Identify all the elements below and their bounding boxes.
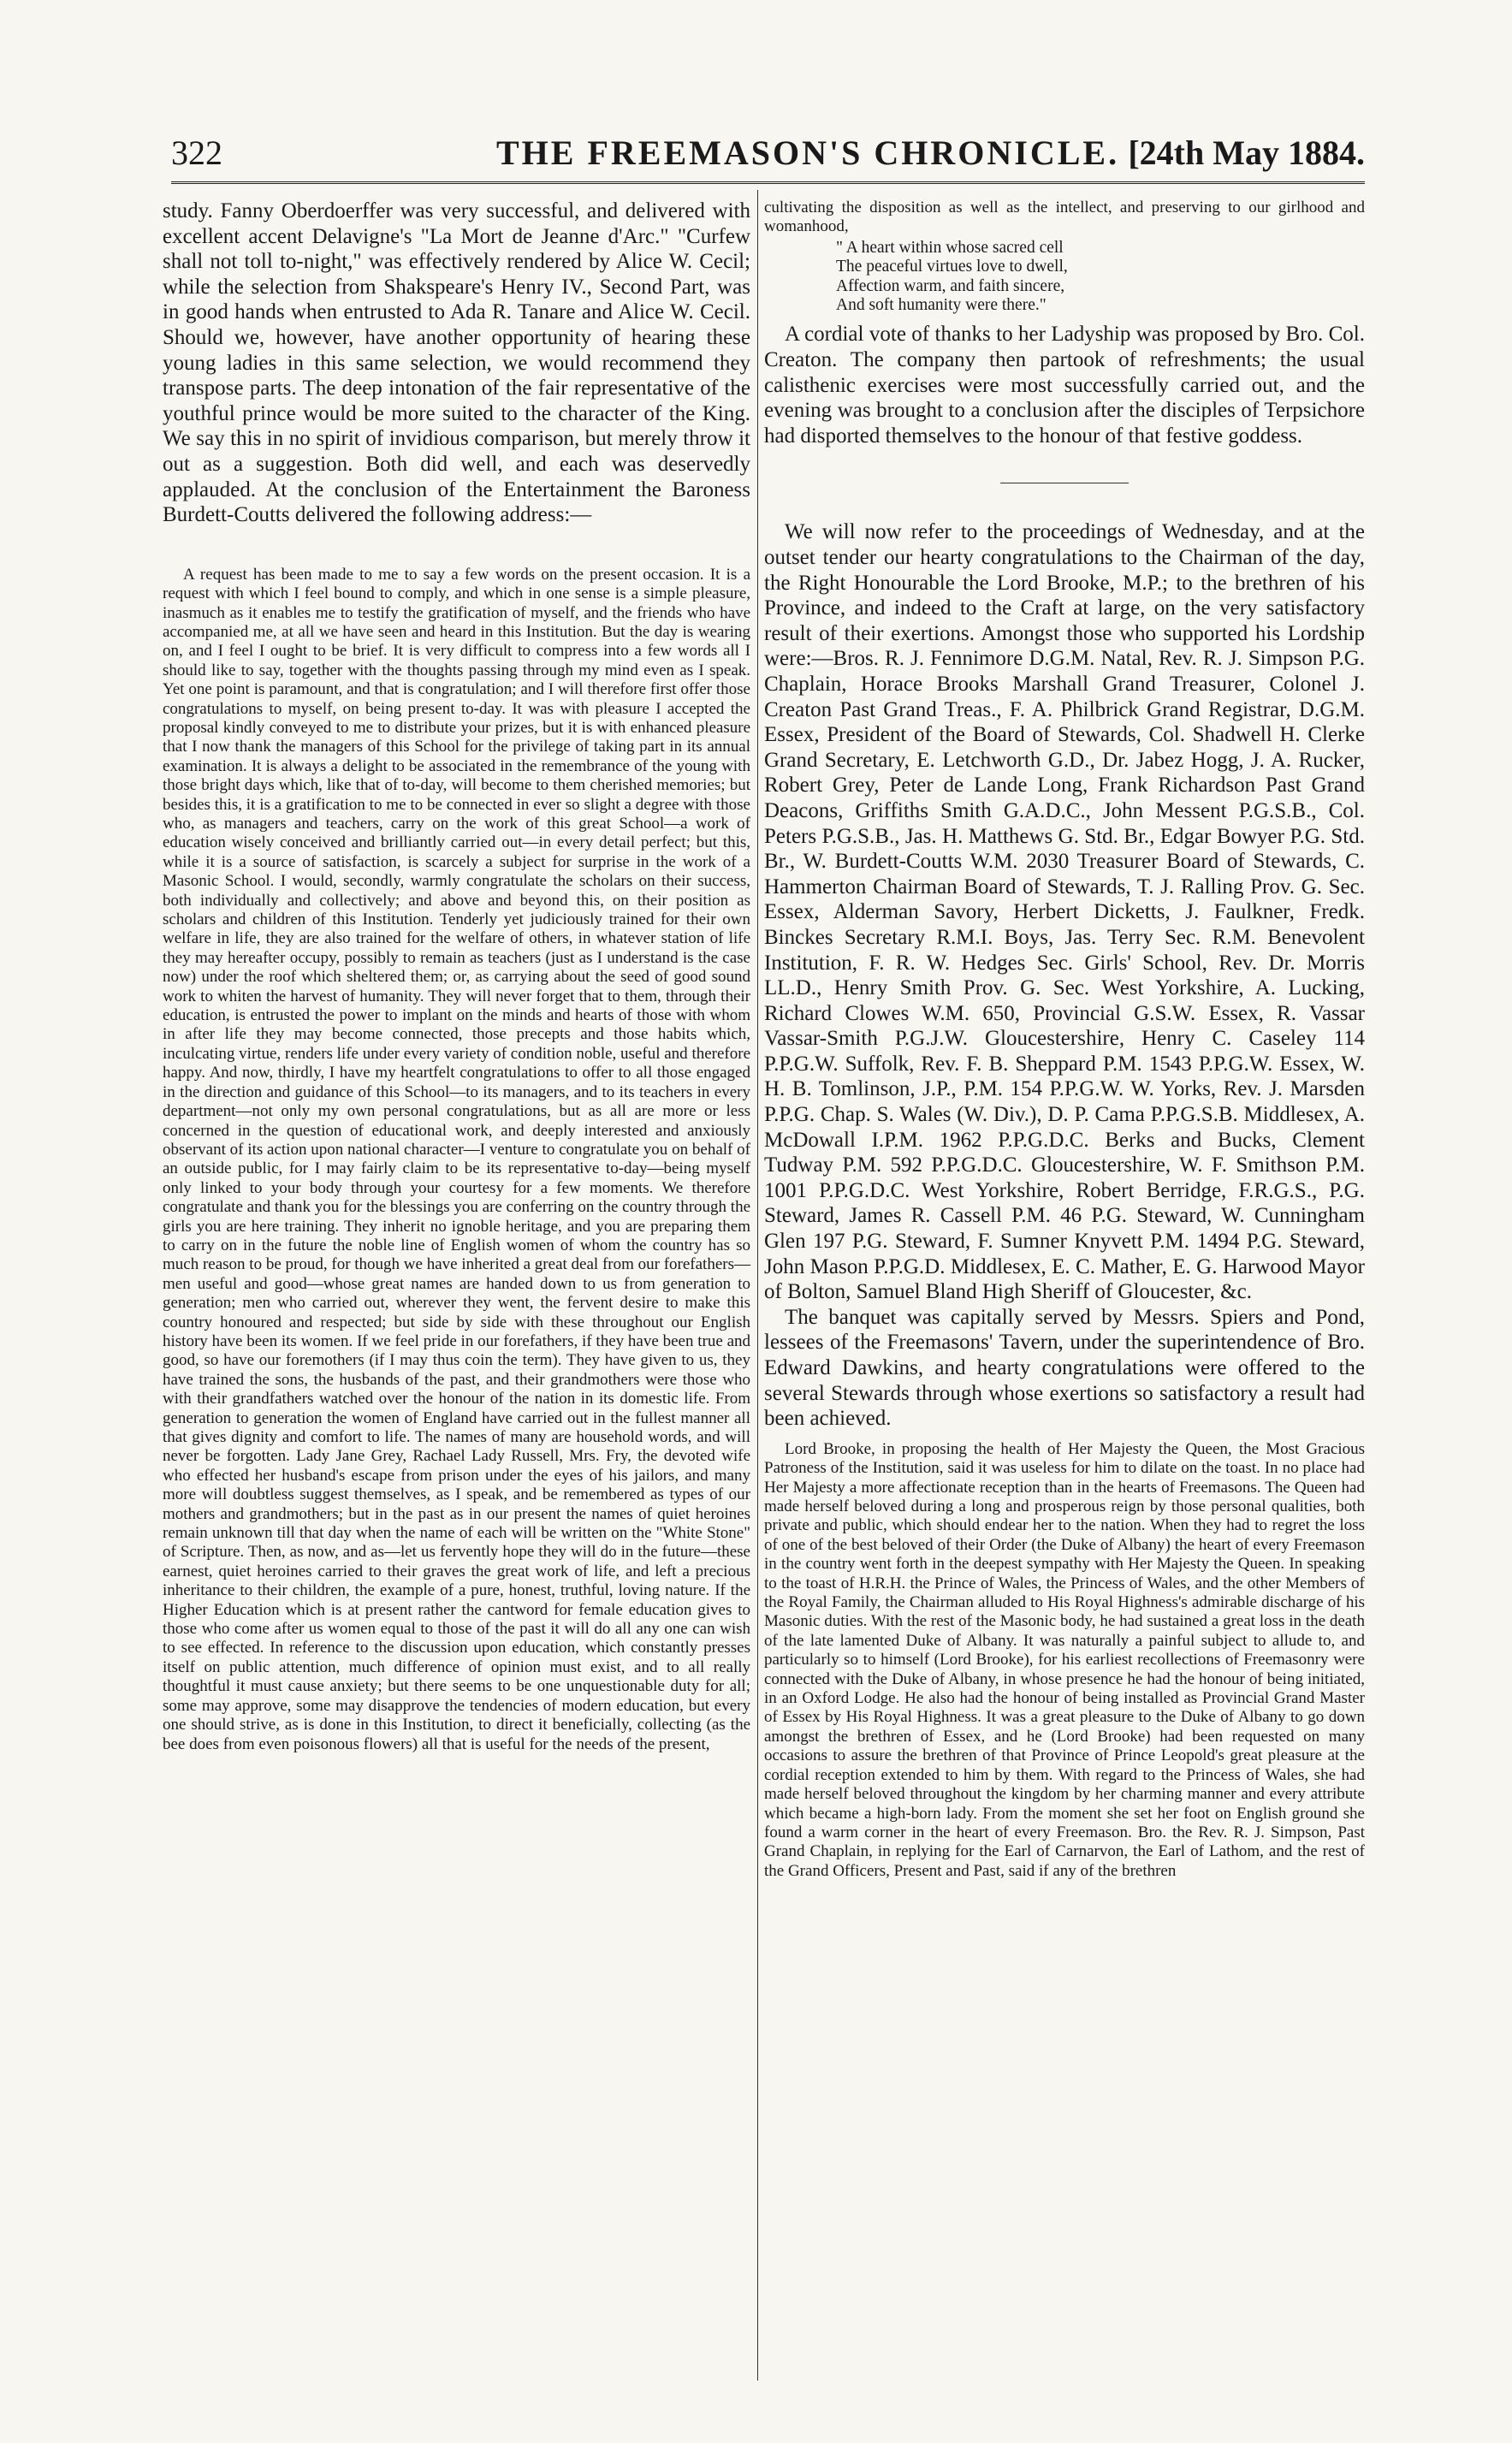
- address-section: [163, 566, 750, 1754]
- vote-thanks-paragraph: A cordial vote of thanks to her Ladyship was proposed by Bro. Col. Creaton. The company then partook of refreshments; the usual calisthenic exercises were most successfully carried out, and the evening was brought to a conclusion after the disciples of Terpsichore had disported themselves to the honour of that festive goddess.: [764, 323, 1365, 448]
- intro-section: [163, 199, 750, 528]
- wednesday-section: [764, 519, 1365, 1431]
- issue-date: [24th May 1884.: [1128, 133, 1365, 172]
- lord-brooke-paragraph: Lord Brooke, in proposing the health of Her Majesty the Queen, the Most Gracious Patroness of the Institution, said it was useless for him to dilate on the toast. In no place had Her Majesty a more affectionate reception than in the hearts of Freemasons. The Queen had made herself beloved during a long and prosperous reign by those personal qualities, both private and public, which should endear her to the nation. When they had to regret the loss of one of the best beloved of their Order (the Duke of Albany) the heart of every Freemason in the country went forth in the deepest sympathy with Her Majesty the Queen. In speaking to the toast of H.R.H. the Prince of Wales, the Princess of Wales, and the other Members of the Royal Family, the Chairman alluded to His Royal Highness's admirable discharge of his Masonic duties. With the rest of the Masonic body, he had sustained a great loss in the death of the late lamented Duke of Albany. It was naturally a painful subject to allude to, and particularly so to himself (Lord Brooke), for his earliest recollections of Freemasonry were connected with the Duke of Albany, in whose presence he had the honour of being initiated, in an Oxford Lodge. He also had the honour of being installed as Provincial Grand Master of Essex by His Royal Highness. It was a great pleasure to the Duke of Albany to go down amongst the brethren of Essex, and he (Lord Brooke) had been requested on many occasions to assure the brethren of that Province of Prince Leopold's great pleasure at the cordial reception extended to him by them. With regard to the Princess of Wales, she had made herself beloved throughout the kingdom by her charming manner and every attribute which became a high-born lady. From the moment she set her foot on English ground she found a warm corner in the heart of every Freemason. Bro. the Rev. R. J. Simpson, Past Grand Chaplain, in replying for the Earl of Carnarvon, the Earl of Lathom, and the rest of the Grand Officers, Present and Past, said if any of the brethren: [764, 1439, 1365, 1880]
- masthead-title: THE FREEMASON'S CHRONICLE.: [496, 133, 1120, 172]
- banquet-paragraph: The banquet was capitally served by Messrs. Spiers and Pond, lessees of the Freemasons' Tavern, under the superintendence of Bro. Edward Dawkins, and hearty congratulations were offered to the several Stewards through whose exertions so satisfactory a result had been achieved.: [764, 1305, 1365, 1431]
- poem-quote: [764, 239, 1365, 316]
- header-rule: [171, 181, 1365, 184]
- vote-section: [764, 322, 1365, 448]
- poem-line: " A heart within whose sacred cell: [836, 238, 1064, 257]
- poem-line: Affection warm, and faith sincere,: [836, 276, 1065, 295]
- wednesday-paragraph: We will now refer to the proceedings of Wednesday, and at the outset tender our hearty congratulations to the Chairman of the day, the Right Honourable the Lord Brooke, M.P.; to the brethren of his Province, and indeed to the Craft at large, on the very satisfactory result of their exertions. Amongst those who supported his Lordship were:—Bros. R. J. Fennimore D.G.M. Natal, Rev. R. J. Simpson P.G. Chaplain, Horace Brooks Marshall Grand Treasurer, Colonel J. Creaton Past Grand Treas., F. A. Philbrick Grand Registrar, D.G.M. Essex, President of the Board of Stewards, Col. Shadwell H. Clerke Grand Secretary, E. Letchworth G.D., Dr. Jabez Hogg, J. A. Rucker, Robert Grey, Peter de Lande Long, Frank Richardson Past Grand Deacons, Griffiths Smith G.A.D.C., John Messent P.G.S.B., Col. Peters P.G.S.B., Jas. H. Matthews G. Std. Br., Edgar Bowyer P.G. Std. Br., W. Burdett-Coutts W.M. 2030 Treasurer Board of Stewards, C. Hammerton Chairman Board of Stewards, T. J. Ralling Prov. G. Sec. Essex, Alderman Savory, Herbert Dicketts, J. Faulkner, Fredk. Binckes Secretary R.M.I. Boys, Jas. Terry Sec. R.M. Benevolent Institution, F. R. W. Hedges Sec. Girls' School, Rev. Dr. Morris LL.D., Henry Smith Prov. G. Sec. West Yorkshire, A. Lucking, Richard Clowes W.M. 650, Provincial G.S.W. Essex, R. Vassar Vassar-Smith P.G.J.W. Gloucestershire, Henry C. Caseley 114 P.P.G.W. Suffolk, Rev. F. B. Sheppard P.M. 1543 P.P.G.W. Essex, W. H. B. Tomlinson, J.P., P.M. 154 P.P.G.W. W. Yorks, Rev. J. Marsden P.P.G. Chap. S. Wales (W. Div.), D. P. Cama P.P.G.S.B. Middlesex, A. McDowall I.P.M. 1962 P.P.G.D.C. Berks and Bucks, Clement Tudway P.M. 592 P.P.G.D.C. Gloucestershire, W. F. Smithson P.M. 1001 P.P.G.D.C. West Yorkshire, Robert Berridge, F.R.G.S., P.G. Steward, James R. Cassell P.M. 46 P.G. Steward, W. Cunningham Glen 197 P.G. Steward, F. Sumner Knyvett P.M. 1494 P.G. Steward, John Mason P.P.G.D. Middlesex, E. C. Mather, E. G. Harwood Mayor of Bolton, Samuel Bland High Sheriff of Gloucester, &c.: [764, 520, 1365, 1304]
- page-header: [171, 133, 1365, 177]
- address-continuation: [764, 199, 1365, 237]
- address-end-paragraph: cultivating the disposition as well as the intellect, and preserving to our girlhood and womanhood,: [764, 199, 1365, 236]
- page-number: 322: [171, 133, 222, 172]
- left-column: [163, 199, 750, 1754]
- address-paragraph: A request has been made to me to say a few words on the present occasion. It is a request with which I feel bound to comply, and which in one sense is a simple pleasure, inasmuch as it enables me to testify the gratification of myself, and the friends who have accompanied me, at all we have seen and heard in this Institution. But the day is wearing on, and I feel I ought to be brief. It is very difficult to compress into a few words all I should like to say, together with the thoughts passing through my mind even as I speak. Yet one point is paramount, and that is congratulation; and I will therefore first offer those congratulations to myself, on being present to-day. It was with pleasure I accepted the proposal kindly conveyed to me to distribute your prizes, but it is with enhanced pleasure that I now thank the managers of this School for the privilege of taking part in its annual examination. It is always a delight to be associated in the remembrance of the young with those bright days which, like that of to-day, will become to them cherished memories; but besides this, it is a gratification to me to be connected in ever so slight a degree with those who, as managers and teachers, carry on the work of this great School—a work of education wisely conceived and brilliantly carried out—in every detail perfect; but this, while it is a source of satisfaction, is scarcely a subject for surprise in the work of a Masonic School. I would, secondly, warmly congratulate the scholars on their success, both individually and collectively; and above and beyond this, on their position as scholars and children of this Institution. Tenderly yet judiciously trained for their own welfare in life, they are also trained for the welfare of others, in whatever station of life they may hereafter occupy, possibly to remain as teachers (just as I understand is the case now) under the roof which sheltered them; or, as carrying about the seed of good sound work to whiten the harvest of humanity. They will never forget that to them, through their education, is entrusted the power to implant on the minds and hearts of those with whom in after life they may become connected, those precepts and those habits which, inculcating virtue, renders life under every variety of condition noble, useful and therefore happy. And now, thirdly, I have my heartfelt congratulations to offer to all those engaged in the direction and guidance of this School—to its managers, and to its teachers in every department—not only my own personal congratulations, but as all are more or less concerned in the question of educational work, and deeply interested and anxiously observant of its action upon national character—I venture to congratulate you on behalf of an outside public, for I may fairly claim to be its representative to-day—being myself only linked to your body through your courtesy for a few moments. We therefore congratulate and thank you for the blessings you are conferring on the country through the girls you are here training. They inherit no ignoble heritage, and you are preparing them to carry on in the future the noble line of English women of whom the country has so much reason to be proud, for though we have inherited a great deal from our forefathers—men useful and good—whose great names are handed down to us from generation to generation; men who carried out, wherever they went, the fervent desire to make this country honoured and respected; but side by side with these throughout our English history have been its women. If we feel pride in our forefathers, if they have been true and good, so have our foremothers (if I may thus coin the term). They have given to us, they have trained the sons, the husbands of the past, and their grandmothers were those who with their grandfathers watched over the honour of the nation in its domestic life. From generation to generation the women of England have carried out in the fullest manner all that gives dignity and comfort to life. The names of many are household words, and will never be forgotten. Lady Jane Grey, Rachael Lady Russell, Mrs. Fry, the devoted wife who effected her husband's escape from prison under the eyes of his jailors, and many more will doubtless suggest themselves, as I speak, and be remembered as types of our mothers and grandmothers; but in the past as in our present the names of quiet heroines remain unknown till that day when the name of each will be written on the "White Stone" of Scripture. Then, as now, and as—let us fervently hope they will do in the future—these earnest, quiet heroines carried to their graves the great work of life, and left a precious inheritance to their children, the example of a pure, honest, truthful, loving nature. If the Higher Education which is at present rather the cantword for female education gives to those who come after us women equal to those of the past it will do all any one can wish to see effected. In reference to the discussion upon education, which constantly presses itself on public attention, much difference of opinion must exist, and to all really thoughtful it must cause anxiety; but there seems to be one unquestionable duty for all; some may approve, some may disapprove the tendencies of modern education, but every one should strive, as is done in this Institution, to direct it beneficially, collecting (as the bee does from even poisonous flowers) all that is useful for the needs of the present,: [163, 565, 750, 1753]
- column-divider: [757, 190, 758, 2381]
- right-column: [764, 199, 1365, 1881]
- lord-brooke-section: [764, 1440, 1365, 1881]
- poem-line: And soft humanity were there.": [836, 296, 1047, 315]
- poem-line: The peaceful virtues love to dwell,: [836, 258, 1068, 276]
- intro-paragraph: study. Fanny Oberdoerffer was very successful, and delivered with excellent accent Delavigne's "La Mort de Jeanne d'Arc." "Curfew shall not toll to-night," was effectively rendered by Alice W. Cecil; while the selection from Shakspeare's Henry IV., Second Part, was in good hands when entrusted to Ada R. Tanare and Alice W. Cecil. Should we, however, have another opportunity of hearing these young ladies in this same selection, we would recommend they transpose parts. The deep intonation of the fair representative of the youthful prince would be more suited to the character of the King. We say this in no spirit of invidious comparison, but merely throw it out as a suggestion. Both did well, and each was deservedly applauded. At the conclusion of the Entertainment the Baroness Burdett-Coutts delivered the following address:—: [163, 199, 750, 527]
